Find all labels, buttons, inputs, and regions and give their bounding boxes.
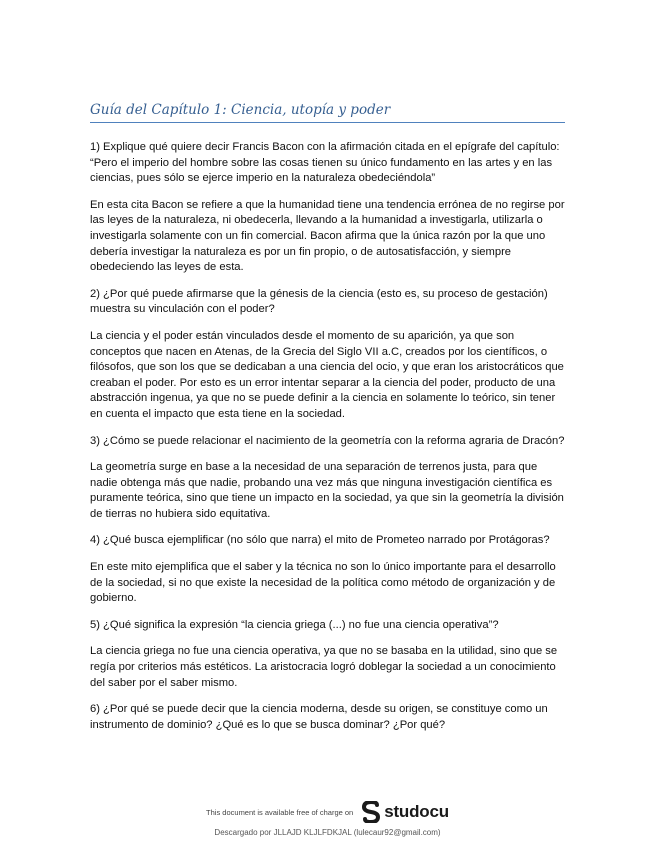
page-title: Guía del Capítulo 1: Ciencia, utopía y poder	[90, 102, 391, 118]
document-body	[90, 140, 566, 744]
question-1: 1) Explique qué quiere decir Francis Bacon con la afirmación citada en el epígrafe del capítulo: “Pero el imperio del hombre sobre las cosas tienen su único fundamento en las artes y en las ciencias, pues sólo se ejerce imperio en la naturaleza obedeciéndola”	[90, 141, 560, 185]
footer-availability	[0, 800, 655, 824]
studocu-brand-name: studocu	[384, 802, 449, 821]
studocu-logo-icon	[361, 801, 381, 823]
availability-text: This document is available free of charge on	[206, 807, 354, 817]
question-6: 6) ¿Por qué se puede decir que la ciencia moderna, desde su origen, se constituye como un instrumento de dominio? ¿Qué es lo que se busca dominar? ¿Por qué?	[90, 703, 548, 731]
answer-1: En esta cita Bacon se refiere a que la humanidad tiene una tendencia errónea de no regirse por las leyes de la naturaleza, ni obedecerla, llevando a la humanidad a investigarla, utilizarla o investigarla solamente con un fin comercial. Bacon afirma que la única razón por la que uno debería investigar la naturaleza es por un fin propio, o de autosatisfacción, y siempre obedeciendo las leyes de esta.	[90, 198, 565, 274]
question-5: 5) ¿Qué significa la expresión “la ciencia griega (...) no fue una ciencia operativa”?	[90, 618, 499, 631]
answer-4: En este mito ejemplifica que el saber y la técnica no son lo único importante para el desarrollo de la sociedad, si no que existe la necesidad de la política como método de organización y de gobierno.	[90, 561, 556, 605]
question-2: 2) ¿Por qué puede afirmarse que la génesis de la ciencia (esto es, su proceso de gestación) muestra su vinculación con el poder?	[90, 287, 548, 316]
answer-3: La geometría surge en base a la necesidad de una separación de terrenos justa, para que nadie obtenga más que nadie, probando una vez más que ninguna investigación científica es puramente teórica, sino que tiene un impacto en la sociedad, ya que sin la geometría la división de tierras no hubiera sido equitativa.	[90, 461, 564, 520]
question-3: 3) ¿Cómo se puede relacionar el nacimiento de la geometría con la reforma agraria de Dracón?	[90, 434, 565, 447]
download-attribution: Descargado por JLLAJD KLJLFDKJAL (lulecaur92@gmail.com)	[214, 828, 441, 837]
title-underline	[90, 122, 565, 123]
answer-5: La ciencia griega no fue una ciencia operativa, ya que no se basaba en la utilidad, sino que se regía por criterios más estéticos. La aristocracia logró doblegar la sociedad a un conocimiento del saber por el saber mismo.	[90, 645, 558, 689]
question-4: 4) ¿Qué busca ejemplificar (no sólo que narra) el mito de Prometeo narrado por Protágoras?	[90, 534, 550, 547]
answer-2: La ciencia y el poder están vinculados desde el momento de su aparición, ya que son conceptos que nacen en Atenas, de la Grecia del Siglo VII a.C, creados por los científicos, o filósofos, que son los que se dedicaban a una ciencia del ocio, y que eran los aristocráticos que creaban el poder. Por esto es un error intentar separar a la ciencia del poder, producto de una abstracción ingenua, ya que no se puede definir a la ciencia en solamente lo teórico, sin tener en cuenta el impacto que esta tiene en la sociedad.	[90, 329, 564, 420]
studocu-logo-link[interactable]	[361, 801, 449, 823]
